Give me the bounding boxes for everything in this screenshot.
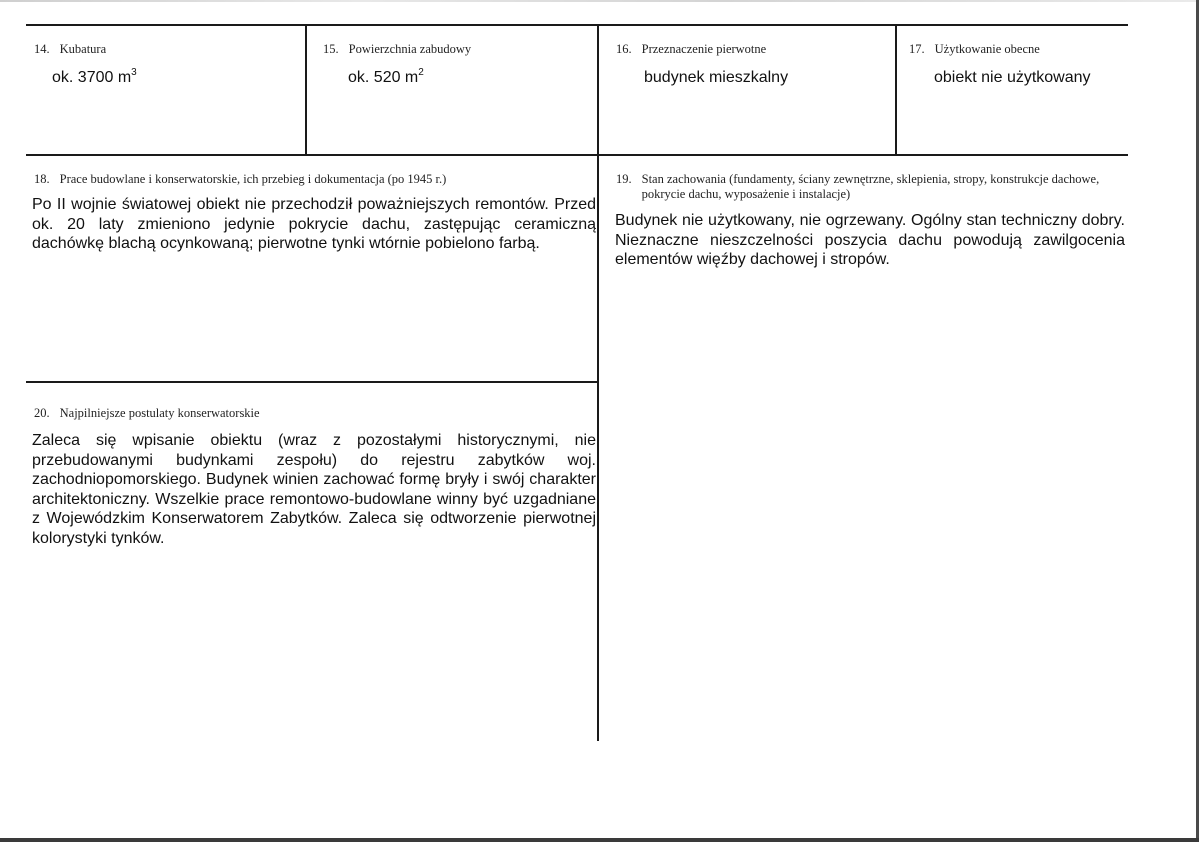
- field-powierzchnia-value-line: [348, 68, 591, 87]
- field-stan-text: Budynek nie użytkowany, nie ogrzewany. Ogólny stan techniczny dobry. Nieznaczne nieszczelności poszycia dachu powodują zawilgocenia elementów więźby dachowej i stropów.: [615, 212, 1125, 269]
- field-stan: [615, 172, 1125, 270]
- field-uzytkowanie-value: obiekt nie użytkowany: [934, 69, 1091, 86]
- field-kubatura-label: [34, 42, 299, 57]
- field-stan-label: [616, 172, 1116, 202]
- field-kubatura: [34, 42, 299, 87]
- rule-left-mid: [26, 381, 599, 383]
- field-uzytkowanie-number: 17.: [909, 42, 925, 56]
- field-stan-title: Stan zachowania (fundamenty, ściany zewnętrzne, sklepienia, stropy, konstrukcje dachowe, pokrycie dachu, wyposażenie i instalacje): [641, 172, 1100, 201]
- rule-top: [26, 24, 1128, 26]
- field-postulaty-number: 20.: [34, 406, 50, 420]
- rule-col-14-15: [305, 24, 307, 155]
- field-kubatura-value-line: [52, 68, 299, 87]
- field-powierzchnia: [323, 42, 591, 87]
- field-prace: [34, 172, 594, 254]
- field-przeznaczenie-value: budynek mieszkalny: [644, 69, 789, 86]
- rule-row1-bottom: [26, 154, 1128, 156]
- field-prace-label: [34, 172, 594, 187]
- field-uzytkowanie: [909, 42, 1124, 87]
- field-postulaty: [34, 406, 594, 549]
- field-przeznaczenie-number: 16.: [616, 42, 632, 56]
- field-prace-text: Po II wojnie światowej obiekt nie przechodził poważniejszych remontów. Przed ok. 20 laty zmieniono jedynie pokrycie dachu, zastępując ceramiczną dachówkę blachą ocynkowaną; pierwotne tynki wtórnie pobielono farbą.: [32, 196, 596, 253]
- field-kubatura-value: ok. 3700 m: [52, 69, 132, 86]
- field-przeznaczenie-label: [616, 42, 890, 57]
- field-przeznaczenie: [616, 42, 890, 87]
- field-powierzchnia-unit-exponent: 2: [418, 66, 424, 78]
- field-postulaty-title: Najpilniejsze postulaty konserwatorskie: [59, 406, 260, 420]
- field-powierzchnia-value: ok. 520 m: [348, 69, 419, 86]
- rule-col-center: [597, 24, 599, 741]
- scan-edge-top: [0, 0, 1199, 2]
- rule-col-16-17: [895, 24, 897, 155]
- field-kubatura-number: 14.: [34, 42, 50, 56]
- field-uzytkowanie-title: Użytkowanie obecne: [934, 42, 1040, 56]
- field-powierzchnia-number: 15.: [323, 42, 339, 56]
- field-kubatura-unit-exponent: 3: [131, 66, 137, 78]
- field-postulaty-label: [34, 406, 594, 421]
- field-kubatura-title: Kubatura: [59, 42, 107, 56]
- field-prace-number: 18.: [34, 172, 50, 186]
- field-powierzchnia-title: Powierzchnia zabudowy: [348, 42, 472, 56]
- field-postulaty-text: Zaleca się wpisanie obiektu (wraz z pozostałymi historycznymi, nie przebudowanymi budynkami zespołu) do rejestru zabytków woj. zachodniopomorskiego. Budynek winien zachować formę bryły i swój charakter architektoniczny. Wszelkie prace remontowo-budowlane winny być uzgadniane z Wojewódzkim Konserwatorem Zabytków. Zaleca się odtworzenie pierwotnej kolorystyki tynków.: [32, 432, 596, 547]
- field-stan-number: 19.: [616, 172, 632, 186]
- field-prace-title: Prace budowlane i konserwatorskie, ich przebieg i dokumentacja (po 1945 r.): [59, 172, 447, 186]
- field-przeznaczenie-title: Przeznaczenie pierwotne: [641, 42, 767, 56]
- scan-edge-bottom: [0, 838, 1199, 842]
- field-uzytkowanie-label: [909, 42, 1124, 57]
- field-powierzchnia-label: [323, 42, 591, 57]
